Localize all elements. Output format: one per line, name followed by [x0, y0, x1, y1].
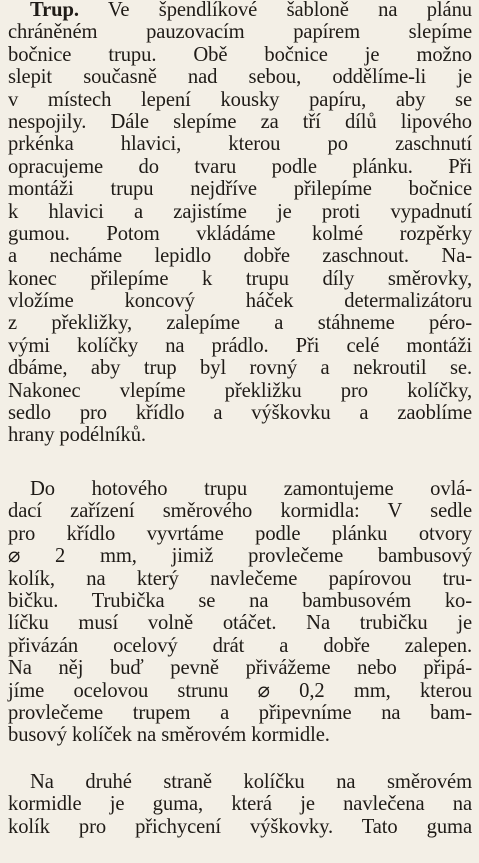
text-line: chráněném pauzovacím papírem slepíme	[8, 21, 472, 44]
text-line: z překližky, zalepíme a stáhneme pérо-	[8, 312, 472, 335]
text-line: Trup. Ve špendlíkové šabloně na plánu	[30, 0, 472, 21]
text-line: k hlavici a zajistíme je proti vypadnutí	[8, 200, 472, 223]
text-line: ⌀ 2 mm, jimiž provlečeme bambusový	[8, 545, 472, 568]
text-line: Do hotového trupu zamontujeme ovlá-	[30, 478, 472, 500]
text-line: a necháme lepidlo dobře zaschnout. Na-	[8, 245, 472, 268]
text-line: bičku. Trubička se na bambusovém ko-	[8, 589, 472, 612]
text-line: prkénka hlavici, kterou po zaschnutí	[8, 133, 472, 156]
text-line: kolík pro přichycení výškovky. Tato guma	[8, 815, 472, 838]
text-line: kormidle je guma, která je navlečena na	[8, 793, 472, 816]
text-line: dací zařízení směrového kormidla: V sedle	[8, 500, 472, 523]
paragraph-steering-mechanism	[8, 478, 472, 747]
text-line: gumou. Potom vkládáme kolmé rozpěrky	[8, 222, 472, 245]
text-line: konec přilepíme k trupu díly směrovky,	[8, 267, 472, 290]
text-line: kolík, na který navlečeme papírovou tru-	[8, 567, 472, 590]
text-line: Nakonec vlepíme překližku pro kolíčky,	[8, 379, 472, 402]
text-line: busový kolíček na směrovém kormidle.	[8, 724, 330, 747]
text-line: provlečeme trupem a připevníme na bam-	[8, 701, 472, 724]
text-line: v místech lepení kousky papíru, aby se	[8, 88, 472, 111]
text-line: montáži trupu nejdříve přilepíme bočnice	[8, 178, 472, 201]
paragraph-trup	[8, 0, 472, 447]
text-line: bočnice trupu. Obě bočnice je možno	[8, 43, 472, 66]
text-line: hrany podélníků.	[8, 424, 146, 447]
text-line: slepit současně nad sebou, oddělíme-li je	[8, 66, 472, 89]
text-line: vými kolíčky na prádlo. Při celé montáži	[8, 334, 472, 357]
paragraph-rubber-band	[8, 771, 472, 838]
text-line: nespojily. Dále slepíme za tří dílů lipového	[8, 110, 472, 133]
text-line: Na něj buď pevně přivážeme nebo připá-	[8, 657, 472, 680]
text-line: přivázán ocelový drát a dobře zalepen.	[8, 634, 472, 657]
text-line: pro křídlo vyvrtáme podle plánku otvory	[8, 522, 472, 545]
text-line: sedlo pro křídlo a výškovku a zaoblíme	[8, 402, 472, 425]
text-line: jíme ocelovou strunu ⌀ 0,2 mm, kterou	[8, 679, 472, 702]
text-line: vložíme koncový háček determalizátoru	[8, 290, 472, 313]
text-line: líčku musí volně otáčet. Na trubičku je	[8, 612, 472, 635]
section-heading: Trup.	[30, 0, 79, 21]
text-line: dbáme, aby trup byl rovný a nekroutil se.	[8, 357, 472, 380]
text-line: Na druhé straně kolíčku na směrovém	[30, 771, 472, 793]
text-line: opracujeme do tvaru podle plánku. Při	[8, 155, 472, 178]
